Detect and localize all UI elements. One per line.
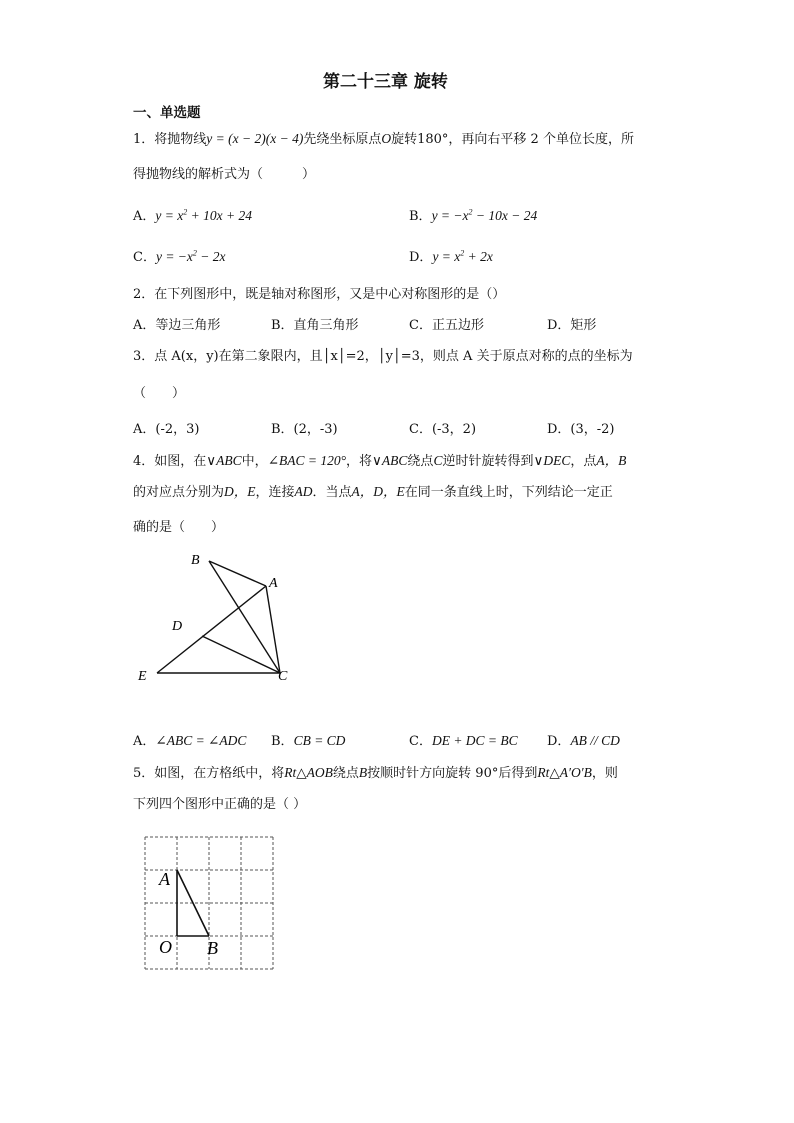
q1-option-c[interactable]: C．$y = -x^2 - 2x$: [133, 248, 226, 265]
label-b: B: [191, 553, 200, 568]
q3-option-a[interactable]: A．(-2，3): [133, 422, 200, 437]
q2-option-a[interactable]: A．等边三角形: [133, 318, 221, 333]
q4-option-c[interactable]: C．DE + DC = BC: [409, 733, 518, 749]
label-a: A: [269, 576, 278, 591]
page-title: 第二十三章 旋转: [323, 72, 448, 92]
q1-option-a[interactable]: A．$y = x^2 + 10x + 24$: [133, 207, 252, 224]
q3-option-d[interactable]: D．(3，-2): [547, 422, 615, 437]
question-3-stem: 3．点 A(x，y)在第二象限内，且│x│=2，│y│=3，则点 A 关于原点对称的点的坐标为: [133, 349, 633, 364]
segment-ac: [266, 586, 280, 673]
q4-option-b[interactable]: B．CB = CD: [271, 733, 346, 749]
section-heading: 一、单选题: [133, 105, 201, 121]
question-3-paren: （ ）: [133, 386, 186, 401]
q5-grid-figure: [140, 833, 280, 978]
question-4-line-2: 的对应点分别为D，E，连接AD．当点A，D，E在同一条直线上时，下列结论一定正: [133, 484, 613, 500]
label-d: D: [172, 619, 183, 634]
q1-option-b[interactable]: B．$y = -x^2 - 10x - 24$: [409, 207, 538, 224]
q4-triangle-figure: [130, 545, 300, 690]
question-2-stem: 2．在下列图形中，既是轴对称图形，又是中心对称图形的是（）: [133, 287, 506, 302]
q4-option-a[interactable]: A．∠ABC = ∠ADC: [133, 733, 247, 749]
label-b: B: [207, 938, 218, 958]
q2-option-c[interactable]: C．正五边形: [409, 318, 484, 333]
label-o: O: [159, 937, 172, 957]
q3-option-c[interactable]: C．(-3，2): [409, 422, 477, 437]
question-4-line-1: 4．如图，在∨ABC中，∠BAC = 120°，将∨ABC绕点C逆时针旋转得到∨DEC，点A，B: [133, 453, 627, 469]
question-1-line-2: 得抛物线的解析式为（ ）: [133, 167, 316, 182]
question-5-line-2: 下列四个图形中正确的是（ ）: [133, 797, 307, 812]
q3-option-b[interactable]: B．(2，-3): [271, 422, 338, 437]
question-1-line-1: 1．将抛物线y = (x − 2)(x − 4)先绕坐标原点O旋转180°，再向右平移 2 个单位长度，所: [133, 131, 634, 147]
q2-option-b[interactable]: B．直角三角形: [271, 318, 359, 333]
q1-option-d[interactable]: D．$y = x^2 + 2x$: [409, 248, 493, 265]
q4-option-d[interactable]: D．AB // CD: [547, 733, 620, 749]
q2-option-d[interactable]: D．矩形: [547, 318, 597, 333]
label-a: A: [159, 869, 170, 889]
label-c: C: [278, 669, 288, 684]
question-5-line-1: 5．如图，在方格纸中，将Rt△AOB绕点B按顺时针方向旋转 90°后得到Rt△A′O′B，则: [133, 765, 618, 781]
label-e: E: [138, 669, 147, 684]
parabola-expression: y = (x − 2)(x − 4): [206, 131, 304, 146]
question-4-line-3: 确的是（ ）: [133, 520, 225, 535]
